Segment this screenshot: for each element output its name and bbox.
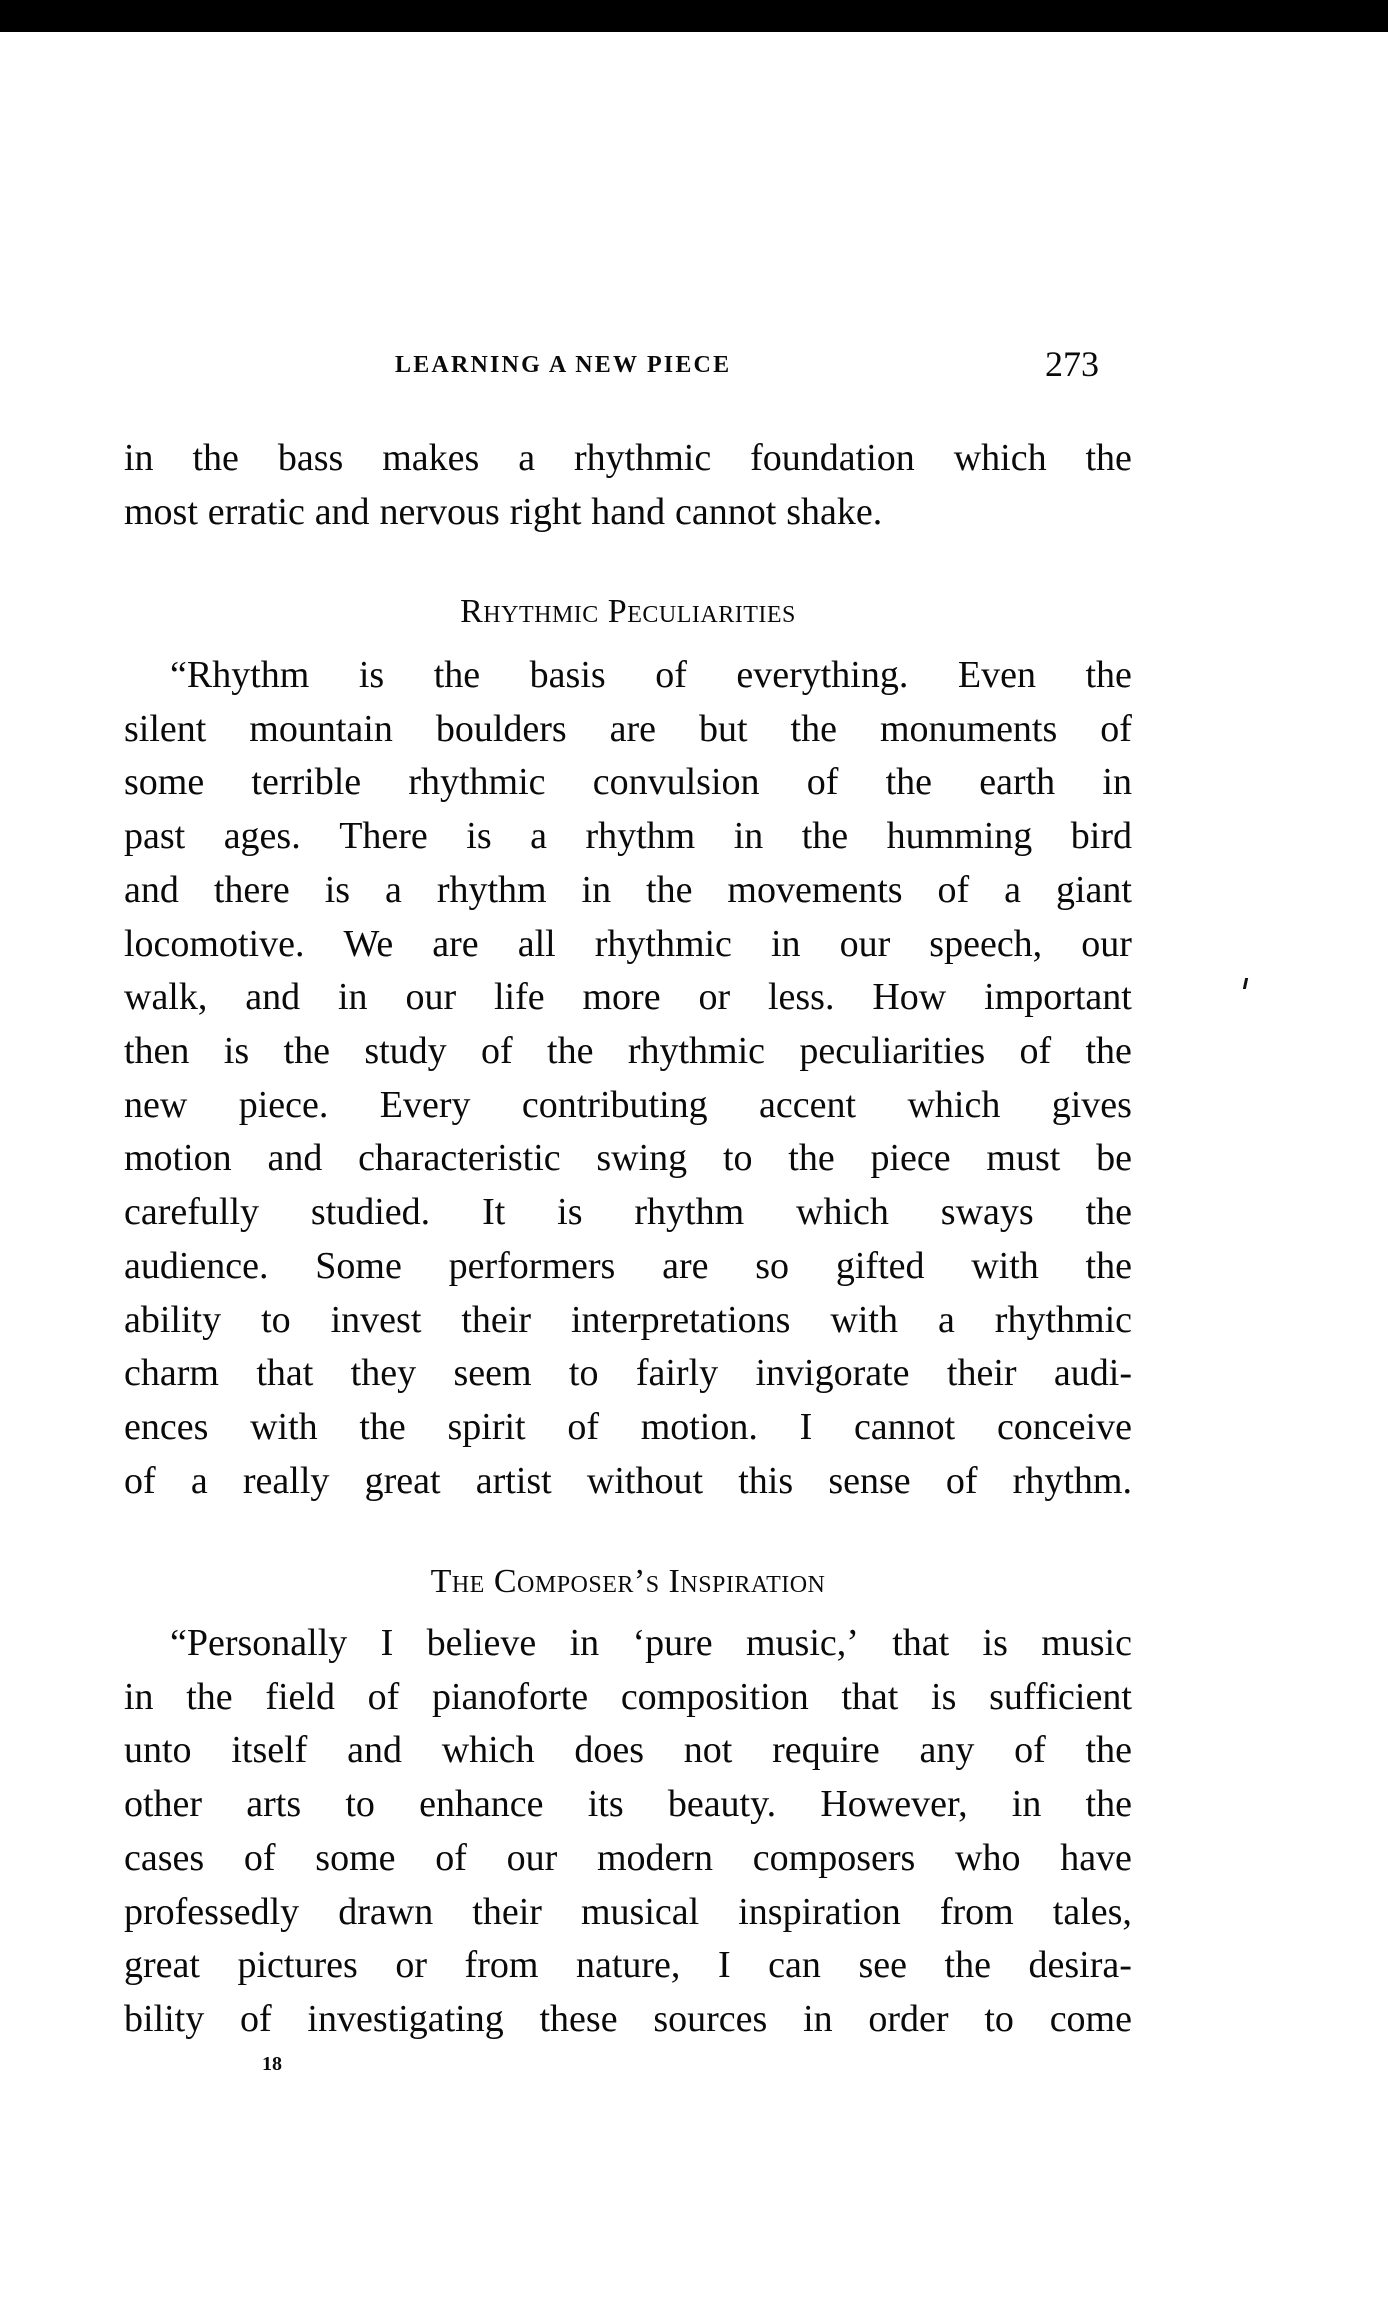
word: our — [839, 923, 891, 965]
word: the — [1085, 437, 1132, 479]
word: in — [124, 437, 154, 479]
word: the — [1085, 1783, 1132, 1825]
word: the — [1085, 654, 1132, 696]
word: shake. — [786, 491, 883, 533]
word: music,’ — [745, 1622, 859, 1664]
word: of — [806, 761, 839, 803]
text-line — [124, 970, 1132, 1024]
word: most — [124, 491, 198, 533]
word: boulders — [435, 708, 567, 750]
word: mountain — [249, 708, 393, 750]
word: I — [380, 1622, 394, 1664]
word: silent — [124, 708, 207, 750]
word: artist — [475, 1460, 552, 1502]
word: piece. — [238, 1084, 329, 1126]
word: humming — [886, 815, 1033, 857]
text-line — [124, 485, 1132, 539]
word: with — [250, 1406, 318, 1448]
word: and — [124, 869, 179, 911]
word: ages. — [223, 815, 301, 857]
text-line — [124, 863, 1132, 917]
word: then — [124, 1030, 190, 1072]
word: which — [953, 437, 1047, 479]
word: is — [223, 1030, 250, 1072]
word: our — [405, 976, 457, 1018]
word: which — [796, 1191, 889, 1233]
word: must — [986, 1137, 1061, 1179]
word: gives — [1051, 1084, 1132, 1126]
text-line — [170, 648, 1132, 702]
word: composition — [620, 1676, 809, 1718]
text-line — [124, 702, 1132, 756]
word: or — [395, 1944, 427, 1986]
word: great — [124, 1944, 200, 1986]
word: new — [124, 1084, 188, 1126]
word: their — [461, 1299, 531, 1341]
text-line — [124, 755, 1132, 809]
word: composers — [752, 1837, 916, 1879]
word: the — [1085, 1245, 1132, 1287]
word: is — [466, 815, 492, 857]
word: of — [367, 1676, 400, 1718]
word: these — [539, 1998, 618, 2040]
word: in — [124, 1676, 154, 1718]
word: a — [1004, 869, 1022, 911]
word: pictures — [237, 1944, 358, 1986]
word: or — [698, 976, 731, 1018]
word: the — [359, 1406, 406, 1448]
word: this — [738, 1460, 794, 1502]
word: I — [717, 1944, 731, 1986]
word: nervous — [379, 491, 500, 533]
word: can — [768, 1944, 821, 1986]
word: conceive — [996, 1406, 1132, 1448]
word: its — [587, 1783, 624, 1825]
word: and — [245, 976, 301, 1018]
word: a — [190, 1460, 208, 1502]
word: unto — [124, 1729, 192, 1771]
word: that — [892, 1622, 950, 1664]
word: ‘pure — [632, 1622, 713, 1664]
word: earth — [979, 761, 1056, 803]
word: a — [385, 869, 402, 911]
word: see — [858, 1944, 907, 1986]
word: terrible — [251, 761, 362, 803]
word: their — [946, 1352, 1017, 1394]
word: the — [547, 1030, 594, 1072]
text-line — [124, 1454, 1132, 1508]
word: of — [945, 1460, 978, 1502]
text-line — [124, 1131, 1132, 1185]
word: other — [124, 1783, 203, 1825]
word: music — [1041, 1622, 1132, 1664]
word: from — [464, 1944, 539, 1986]
word: that — [256, 1352, 314, 1394]
word: that — [841, 1676, 899, 1718]
text-line — [124, 1185, 1132, 1239]
word: makes — [382, 437, 480, 479]
word: rhythmic — [594, 923, 732, 965]
word: really — [242, 1460, 330, 1502]
word: How — [872, 976, 947, 1018]
scan-speck — [1243, 978, 1248, 989]
word: past — [124, 815, 186, 857]
signature-mark: 18 — [262, 2053, 282, 2075]
word: bility — [124, 1998, 205, 2040]
word: some — [315, 1837, 396, 1879]
word: the — [801, 815, 849, 857]
word: audi- — [1053, 1352, 1132, 1394]
word: basis — [529, 654, 606, 696]
word: rhythmic — [627, 1030, 766, 1072]
page-number: 273 — [1045, 344, 1099, 384]
word: rhythmic — [574, 437, 712, 479]
word: enhance — [419, 1783, 544, 1825]
text-line — [124, 1400, 1132, 1454]
word: bass — [277, 437, 344, 479]
word: have — [1060, 1837, 1132, 1879]
word: seem — [453, 1352, 532, 1394]
word: of — [655, 654, 687, 696]
word: study — [364, 1030, 447, 1072]
word: accent — [759, 1084, 857, 1126]
word: require — [772, 1729, 880, 1771]
word: in — [569, 1622, 600, 1664]
word: drawn — [338, 1891, 434, 1933]
word: so — [755, 1245, 790, 1287]
word: in — [1011, 1783, 1042, 1825]
text-line — [124, 917, 1132, 971]
word: is — [931, 1676, 957, 1718]
word: our — [1081, 923, 1132, 965]
word: invest — [330, 1299, 422, 1341]
word: any — [919, 1729, 975, 1771]
word: hand — [591, 491, 666, 533]
word: inspiration — [738, 1891, 901, 1933]
section-heading: Rhythmic Peculiarities — [460, 593, 796, 630]
word: the — [283, 1030, 330, 1072]
word: ability — [124, 1299, 222, 1341]
word: are — [609, 708, 657, 750]
word: carefully — [124, 1191, 260, 1233]
text-line — [124, 1078, 1132, 1132]
word: nature, — [575, 1944, 681, 1986]
word: in — [770, 923, 801, 965]
word: of — [124, 1460, 156, 1502]
word: Even — [957, 654, 1036, 696]
word: great — [364, 1460, 441, 1502]
word: rhythm — [585, 815, 696, 857]
text-line — [124, 1239, 1132, 1293]
word: tales, — [1052, 1891, 1132, 1933]
word: a — [937, 1299, 955, 1341]
word: are — [662, 1245, 709, 1287]
word: gifted — [835, 1245, 925, 1287]
word: It — [482, 1191, 506, 1233]
word: audience. — [124, 1245, 269, 1287]
word: believe — [426, 1622, 537, 1664]
word: in — [1102, 761, 1132, 803]
word: their — [472, 1891, 542, 1933]
word: there — [213, 869, 290, 911]
word: is — [358, 654, 385, 696]
word: a — [518, 437, 536, 479]
word: professedly — [124, 1891, 300, 1933]
word: which — [907, 1084, 1001, 1126]
word: which — [441, 1729, 535, 1771]
word: I — [799, 1406, 813, 1448]
word: Some — [315, 1245, 402, 1287]
word: monuments — [879, 708, 1058, 750]
word: the — [433, 654, 481, 696]
word: peculiarities — [799, 1030, 986, 1072]
word: and — [347, 1729, 402, 1771]
word: Every — [379, 1084, 471, 1126]
word: However, — [820, 1783, 968, 1825]
word: “Rhythm — [170, 654, 310, 696]
word: giant — [1055, 869, 1132, 911]
word: performers — [448, 1245, 616, 1287]
word: to — [568, 1352, 599, 1394]
word: with — [971, 1245, 1039, 1287]
word: all — [517, 923, 556, 965]
word: “Personally — [170, 1622, 348, 1664]
word: convulsion — [592, 761, 760, 803]
word: of — [243, 1837, 276, 1879]
word: fairly — [635, 1352, 719, 1394]
word: investigating — [307, 1998, 504, 2040]
word: motion. — [640, 1406, 758, 1448]
word: the — [944, 1944, 991, 1986]
word: some — [124, 761, 205, 803]
word: movements — [727, 869, 903, 911]
word: order — [868, 1998, 949, 2040]
word: ences — [124, 1406, 209, 1448]
word: are — [432, 923, 479, 965]
section-heading: The Composer’s Inspiration — [430, 1563, 826, 1600]
word: sense — [828, 1460, 911, 1502]
word: of — [567, 1406, 599, 1448]
word: who — [955, 1837, 1021, 1879]
word: pianoforte — [431, 1676, 589, 1718]
word: swing — [596, 1137, 688, 1179]
running-head: LEARNING A NEW PIECE — [395, 352, 732, 378]
text-line — [124, 1723, 1132, 1777]
word: speech, — [929, 923, 1043, 965]
word: rhythm — [634, 1191, 745, 1233]
word: be — [1096, 1137, 1132, 1179]
word: the — [186, 1676, 233, 1718]
word: in — [733, 815, 764, 857]
word: in — [581, 869, 612, 911]
word: sufficient — [989, 1676, 1132, 1718]
word: rhythmic — [408, 761, 546, 803]
text-line — [124, 1938, 1132, 1992]
word: musical — [580, 1891, 700, 1933]
word: and — [267, 1137, 323, 1179]
word: rhythm. — [1012, 1460, 1132, 1502]
word: characteristic — [358, 1137, 561, 1179]
word: bird — [1070, 815, 1132, 857]
word: life — [493, 976, 545, 1018]
word: does — [574, 1729, 645, 1771]
word: less. — [767, 976, 835, 1018]
word: is — [324, 869, 351, 911]
text-line — [170, 1616, 1132, 1670]
word: to — [722, 1137, 753, 1179]
word: of — [1100, 708, 1132, 750]
word: rhythmic — [994, 1299, 1132, 1341]
word: There — [339, 815, 428, 857]
word: field — [265, 1676, 335, 1718]
text-line — [124, 1885, 1132, 1939]
word: beauty. — [667, 1783, 777, 1825]
text-line — [124, 431, 1132, 485]
word: of — [481, 1030, 513, 1072]
word: the — [885, 761, 933, 803]
word: sways — [940, 1191, 1034, 1233]
word: the — [1085, 1191, 1132, 1233]
text-line — [124, 1831, 1132, 1885]
word: to — [984, 1998, 1014, 2040]
word: of — [435, 1837, 467, 1879]
word: cannot — [675, 491, 777, 533]
text-line — [124, 1670, 1132, 1724]
word: foundation — [750, 437, 915, 479]
word: desira- — [1028, 1944, 1132, 1986]
word: and — [314, 491, 370, 533]
word: cannot — [853, 1406, 956, 1448]
word: cases — [124, 1837, 205, 1879]
word: locomotive. — [124, 923, 305, 965]
word: rhythm — [436, 869, 547, 911]
word: the — [646, 869, 693, 911]
word: studied. — [310, 1191, 431, 1233]
word: our — [506, 1837, 558, 1879]
text-line — [124, 809, 1132, 863]
text-line — [124, 1346, 1132, 1400]
word: erratic — [207, 491, 305, 533]
word: in — [338, 976, 368, 1018]
text-line — [124, 1024, 1132, 1078]
word: without — [586, 1460, 704, 1502]
word: everything. — [736, 654, 909, 696]
word: sources — [653, 1998, 768, 2040]
word: motion — [124, 1137, 232, 1179]
word: the — [1085, 1729, 1132, 1771]
word: come — [1049, 1998, 1132, 2040]
word: itself — [231, 1729, 308, 1771]
word: from — [939, 1891, 1014, 1933]
word: is — [982, 1622, 1008, 1664]
word: the — [790, 708, 837, 750]
word: in — [803, 1998, 833, 2040]
word: spirit — [447, 1406, 526, 1448]
word: the — [788, 1137, 835, 1179]
word: not — [683, 1729, 733, 1771]
word: invigorate — [755, 1352, 910, 1394]
text-line — [124, 1992, 1132, 2046]
word: walk, — [124, 976, 208, 1018]
word: is — [557, 1191, 583, 1233]
word: but — [699, 708, 748, 750]
word: of — [937, 869, 970, 911]
word: contributing — [521, 1084, 708, 1126]
word: to — [261, 1299, 291, 1341]
word: more — [582, 976, 661, 1018]
word: they — [350, 1352, 417, 1394]
word: interpretations — [570, 1299, 791, 1341]
word: a — [530, 815, 547, 857]
word: of — [1014, 1729, 1046, 1771]
text-line — [124, 1777, 1132, 1831]
word: charm — [124, 1352, 219, 1394]
word: important — [984, 976, 1132, 1018]
word: We — [343, 923, 394, 965]
word: the — [192, 437, 239, 479]
word: of — [240, 1998, 272, 2040]
text-line — [124, 1293, 1132, 1347]
word: arts — [246, 1783, 302, 1825]
word: piece — [870, 1137, 951, 1179]
word: with — [830, 1299, 898, 1341]
word: the — [1085, 1030, 1132, 1072]
word: of — [1019, 1030, 1052, 1072]
word: modern — [596, 1837, 714, 1879]
word: to — [345, 1783, 375, 1825]
word: right — [509, 491, 582, 533]
